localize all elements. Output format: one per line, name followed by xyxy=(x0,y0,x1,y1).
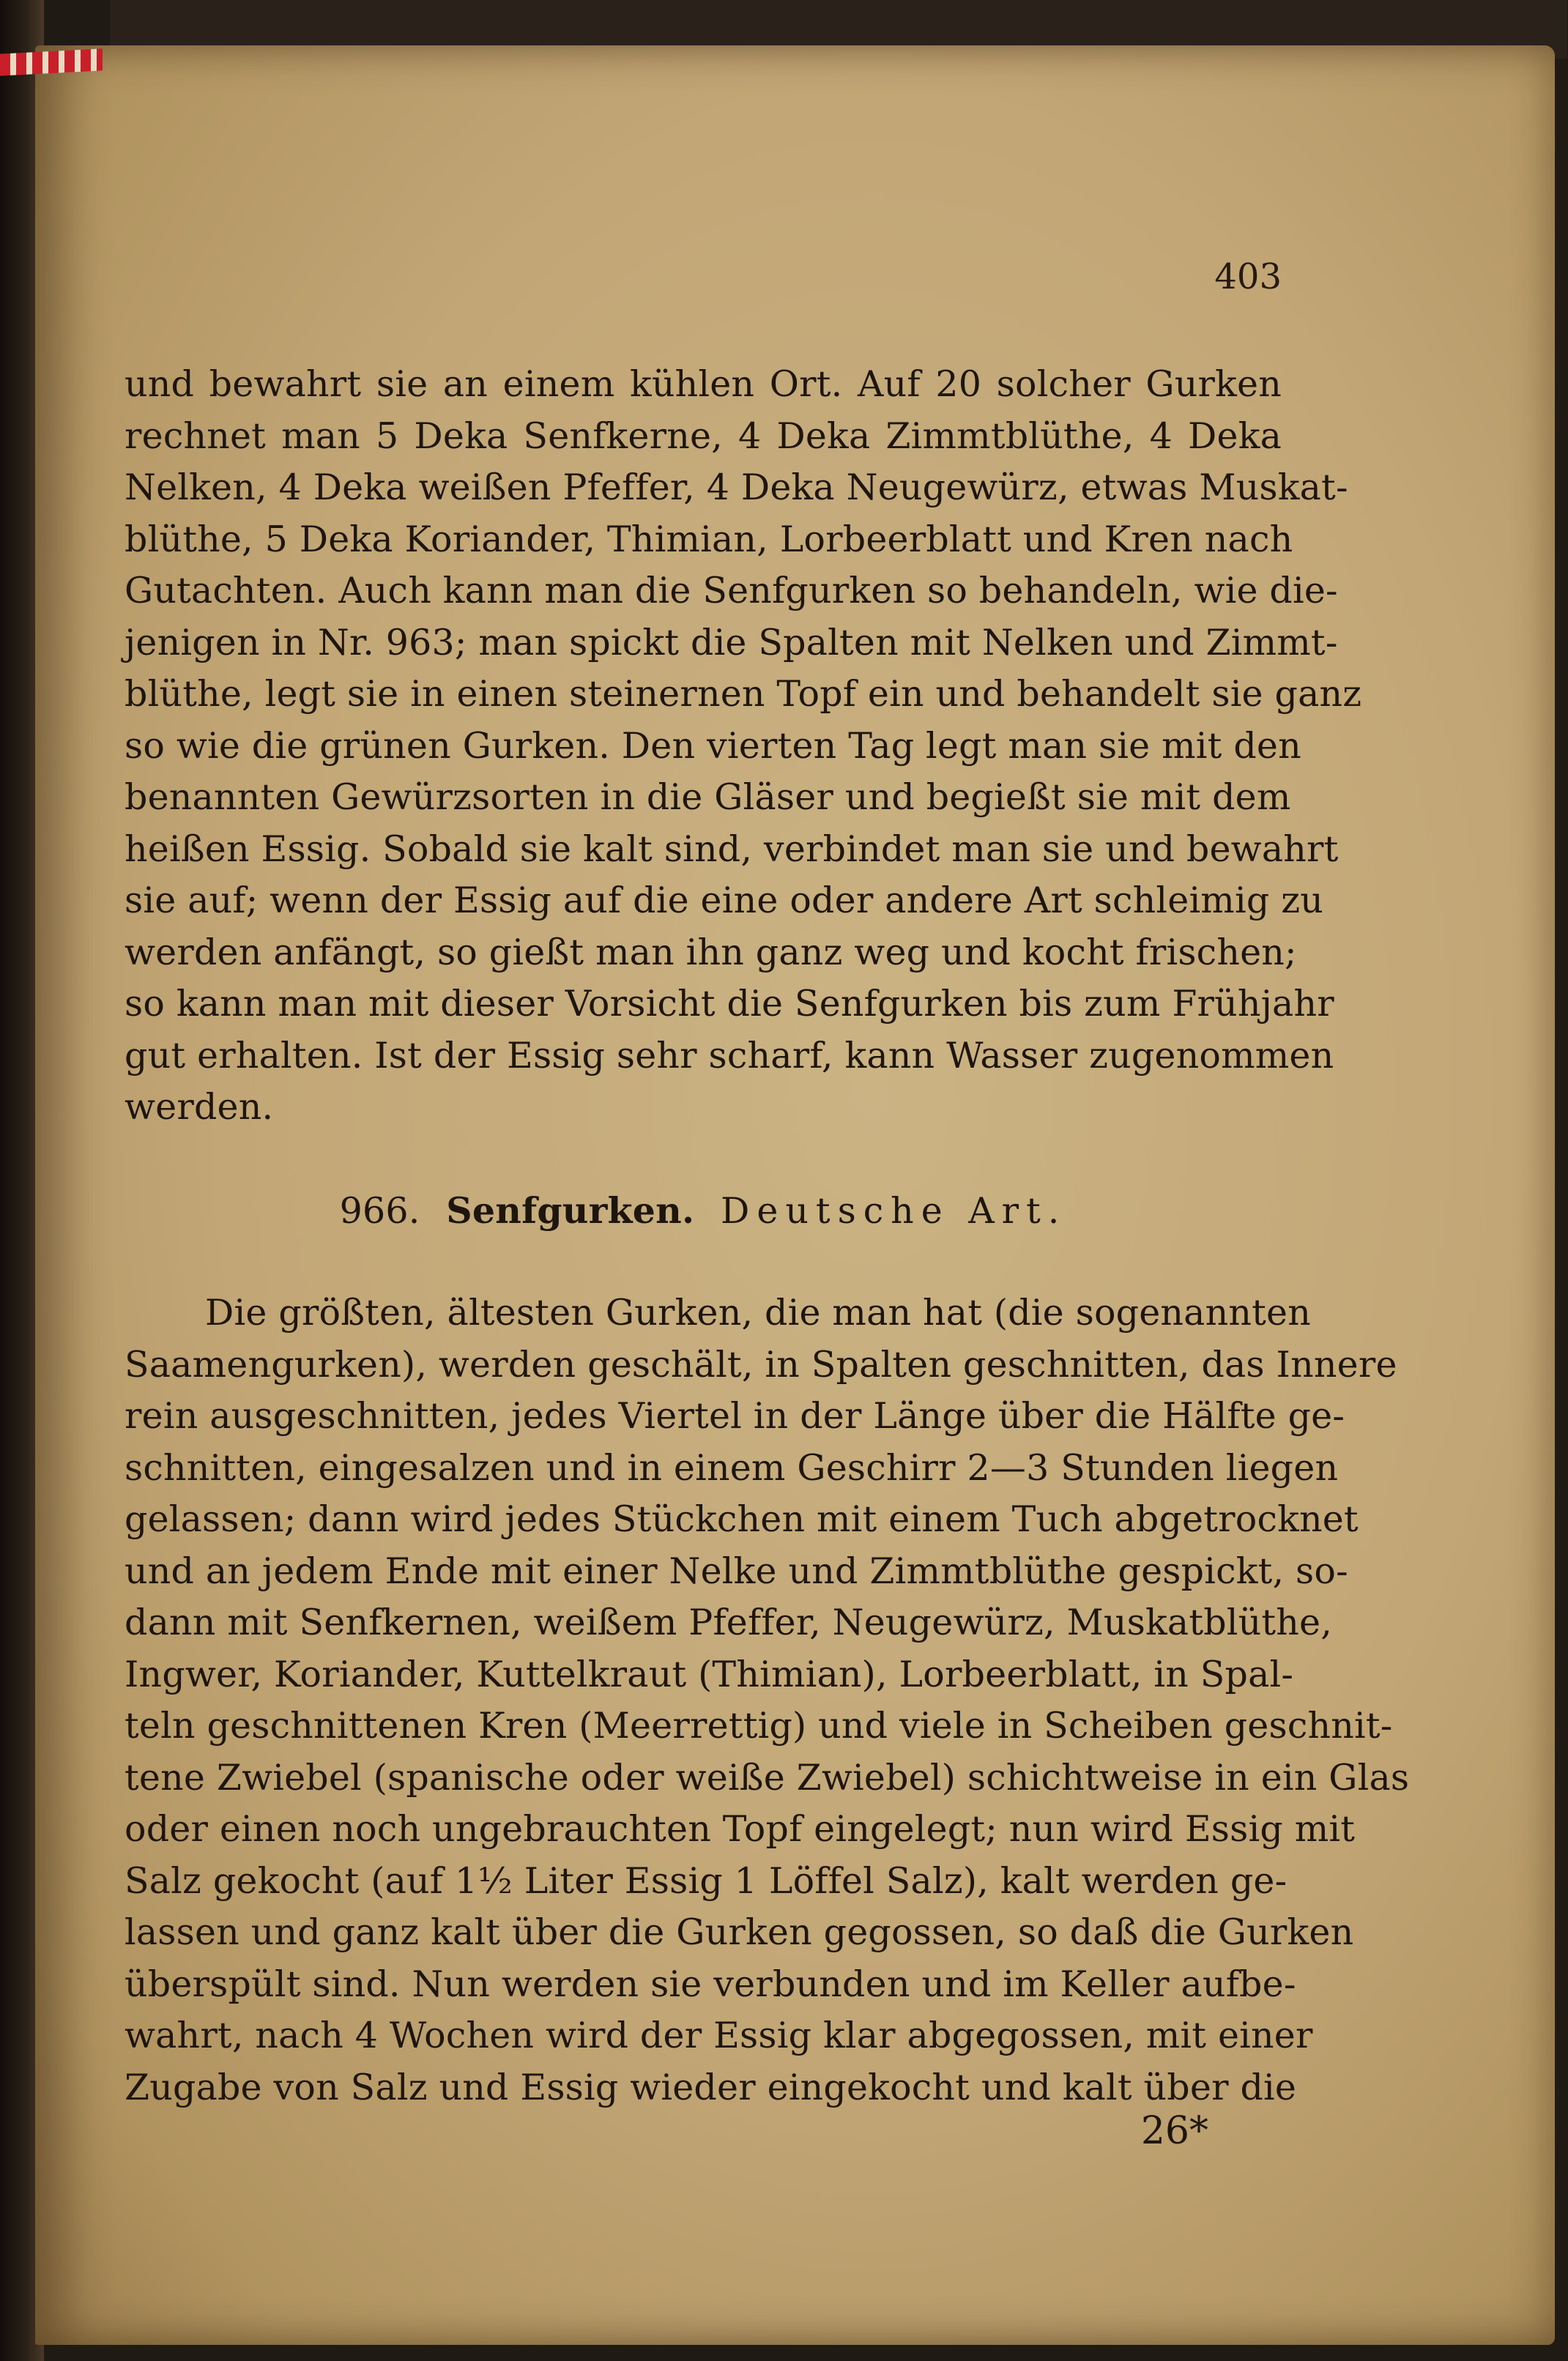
text-line: so wie die grünen Gurken. Den vierten Tag legt man sie mit den xyxy=(125,724,1301,767)
text-line: lassen und ganz kalt über die Gurken gegossen, so daß die Gurken xyxy=(125,1911,1354,1953)
paragraph-continuation xyxy=(125,359,1362,1134)
recipe-paragraph xyxy=(125,1287,1410,2113)
text-line: so kann man mit dieser Vorsicht die Senfgurken bis zum Frühjahr xyxy=(125,983,1334,1025)
text-line: gelassen; dann wird jedes Stückchen mit einem Tuch abgetrocknet xyxy=(125,1498,1359,1540)
text-line: oder einen noch ungebrauchten Topf eingelegt; nun wird Essig mit xyxy=(125,1808,1356,1850)
text-line: heißen Essig. Sobald sie kalt sind, verbindet man sie und bewahrt xyxy=(125,828,1339,870)
page-text xyxy=(125,359,1410,2113)
text-line: blüthe, legt sie in einen steinernen Topf ein und behandelt sie ganz xyxy=(125,673,1362,715)
text-line: tene Zwiebel (spanische oder weiße Zwiebel) schichtweise in ein Glas xyxy=(125,1756,1410,1799)
text-line: dann mit Senfkernen, weißem Pfeffer, Neugewürz, Muskatblüthe, xyxy=(125,1602,1333,1643)
page-number: 403 xyxy=(1214,256,1282,297)
recipe-number: 966. xyxy=(339,1189,420,1232)
recipe-subtitle: Deutsche Art. xyxy=(721,1189,1067,1232)
text-line: benannten Gewürzsorten in die Gläser und begießt sie mit dem xyxy=(125,776,1291,818)
text-line: Ingwer, Koriander, Kuttelkraut (Thimian), Lorbeerblatt, in Spal- xyxy=(125,1653,1294,1695)
text-line: und bewahrt sie an einem kühlen Ort. Auf 20 solcher Gurken xyxy=(125,363,1282,405)
text-line: teln geschnittenen Kren (Meerrettig) und viele in Scheiben geschnit- xyxy=(125,1705,1393,1747)
text-line: Zugabe von Salz und Essig wieder eingekocht und kalt über die xyxy=(125,2066,1297,2108)
text-line: schnitten, eingesalzen und in einem Geschirr 2—3 Stunden liegen xyxy=(125,1446,1339,1489)
text-line: Saamengurken), werden geschält, in Spalten geschnitten, das Innere xyxy=(125,1343,1397,1386)
text-line: gut erhalten. Ist der Essig sehr scharf, kann Wasser zugenommen xyxy=(125,1034,1334,1077)
text-line: werden. xyxy=(125,1086,274,1128)
text-line: Die größten, ältesten Gurken, die man hat (die sogenannten xyxy=(205,1292,1311,1334)
text-line: sie auf; wenn der Essig auf die eine oder andere Art schleimig zu xyxy=(125,880,1323,921)
text-line: blüthe, 5 Deka Koriander, Thimian, Lorbeerblatt und Kren nach xyxy=(125,518,1293,560)
text-line: Nelken, 4 Deka weißen Pfeffer, 4 Deka Neugewürz, etwas Muskat- xyxy=(125,466,1348,508)
recipe-heading xyxy=(125,1185,1282,1237)
signature-mark: 26* xyxy=(1140,2109,1208,2153)
text-line: Salz gekocht (auf 1½ Liter Essig 1 Löffel Salz), kalt werden ge- xyxy=(125,1859,1288,1902)
recipe-title: Senfgurken. xyxy=(446,1189,695,1232)
text-line: wahrt, nach 4 Wochen wird der Essig klar abgegossen, mit einer xyxy=(125,2015,1313,2056)
text-line: jenigen in Nr. 963; man spickt die Spalten mit Nelken und Zimmt- xyxy=(125,621,1338,663)
text-line: werden anfängt, so gießt man ihn ganz weg und kocht frischen; xyxy=(125,931,1297,973)
text-line: und an jedem Ende mit einer Nelke und Zimmtblüthe gespickt, so- xyxy=(125,1550,1348,1592)
text-line: rein ausgeschnitten, jedes Viertel in der Länge über die Hälfte ge- xyxy=(125,1395,1345,1437)
text-line: Gutachten. Auch kann man die Senfgurken so behandeln, wie die- xyxy=(125,570,1338,611)
text-line: überspült sind. Nun werden sie verbunden und im Keller aufbe- xyxy=(125,1963,1296,2005)
text-line: rechnet man 5 Deka Senfkerne, 4 Deka Zimmtblüthe, 4 Deka xyxy=(125,414,1282,457)
